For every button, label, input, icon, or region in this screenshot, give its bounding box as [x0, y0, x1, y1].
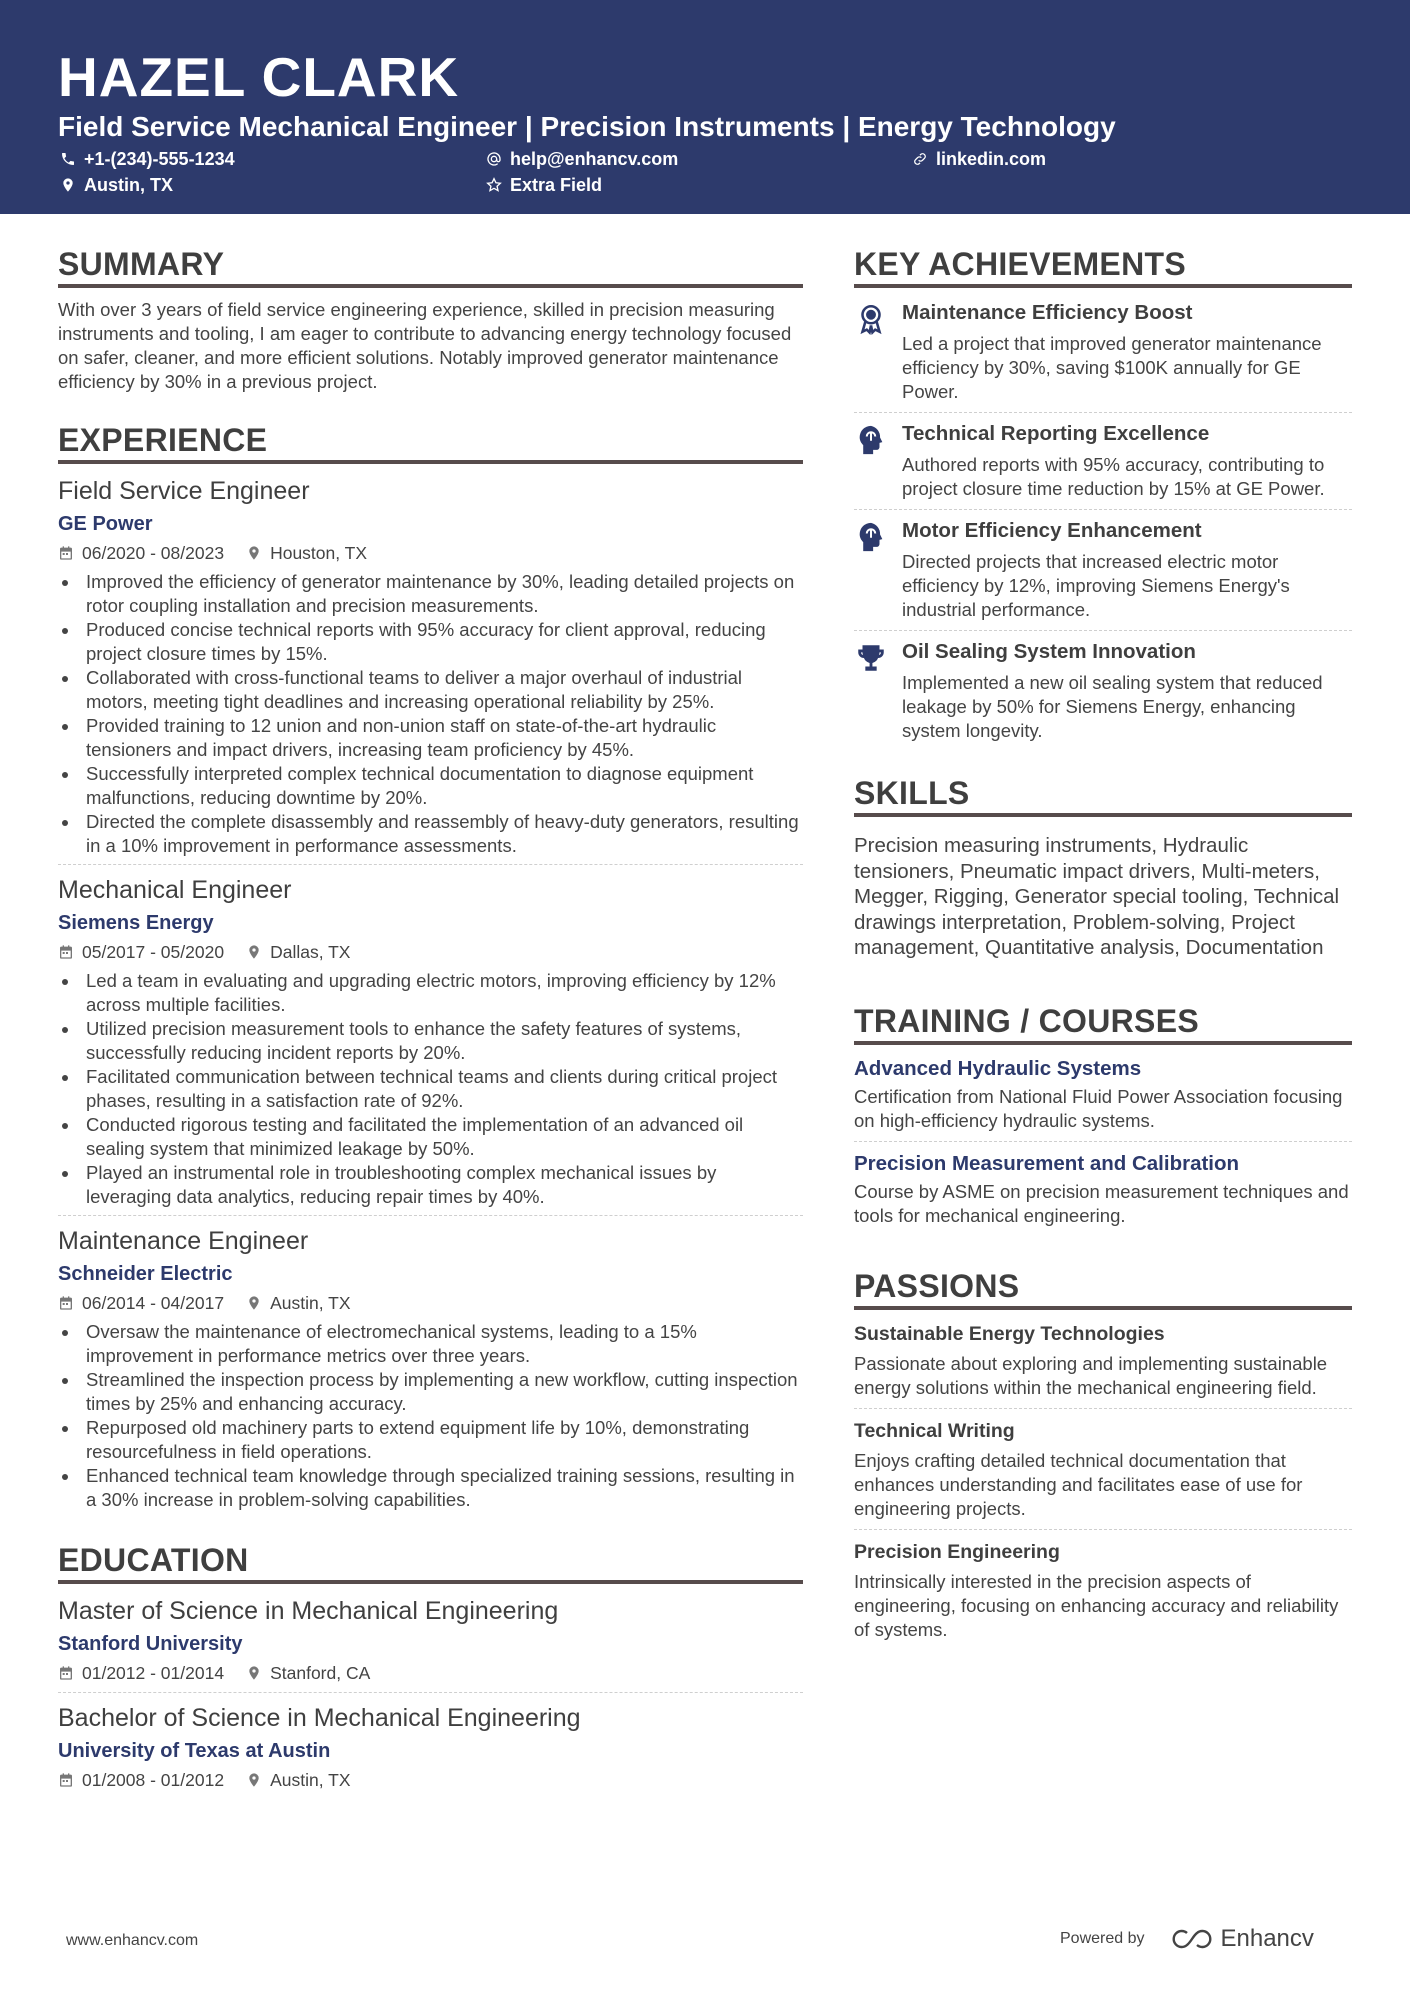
passion-item — [854, 1320, 1352, 1409]
list-item: Repurposed old machinery parts to extend equipment life by 10%, demonstrating resourcefulness in field operations. — [58, 1416, 803, 1464]
location-pin-icon — [246, 1665, 262, 1681]
calendar-icon — [58, 944, 74, 960]
section-title-education: EDUCATION — [58, 1540, 803, 1584]
enhancv-logo[interactable] — [1167, 1925, 1314, 1953]
achievement-title: Motor Efficiency Enhancement — [902, 519, 1202, 542]
location-pin-icon — [246, 944, 262, 960]
achievement-item — [854, 292, 1352, 413]
course-item — [854, 1150, 1352, 1236]
achievement-title: Technical Reporting Excellence — [902, 422, 1210, 445]
course-desc: Course by ASME on precision measurement techniques and tools for mechanical engineering. — [854, 1180, 1349, 1226]
location-pin-icon — [246, 1295, 262, 1311]
achievement-title: Maintenance Efficiency Boost — [902, 301, 1193, 324]
calendar-icon — [58, 545, 74, 561]
passion-title: Precision Engineering — [854, 1540, 1060, 1563]
company-name: GE Power — [58, 513, 153, 535]
achievement-item — [854, 413, 1352, 510]
head-brain-icon — [854, 520, 888, 554]
education-dates: 01/2012 - 01/2014 — [82, 1663, 225, 1683]
powered-by-text: Powered by — [1060, 1930, 1145, 1947]
contact-phone[interactable] — [60, 148, 235, 170]
degree-title: Master of Science in Mechanical Engineering — [58, 1597, 559, 1625]
calendar-icon — [58, 1772, 74, 1788]
achievement-title: Oil Sealing System Innovation — [902, 640, 1196, 663]
school-name: Stanford University — [58, 1633, 243, 1655]
summary-text: With over 3 years of field service engineering experience, skilled in precision measuring instruments and tooling, I am eager to contribute to advancing energy technology focused on safer, cleaner, and more efficient solutions. Notably improved generator maintenance efficiency by 30% in a previous project. — [58, 299, 792, 392]
list-item: Utilized precision measurement tools to enhance the safety features of systems, successfully reducing incident reports by 20%. — [58, 1017, 803, 1065]
list-item: Played an instrumental role in troubleshooting complex mechanical issues by leveraging data analytics, reducing repair times by 40%. — [58, 1161, 803, 1209]
location-pin-icon — [60, 177, 76, 193]
candidate-headline: Field Service Mechanical Engineer | Precision Instruments | Energy Technology — [58, 111, 1116, 142]
company-name: Schneider Electric — [58, 1263, 233, 1285]
contact-extra — [486, 174, 602, 196]
resume-header — [0, 0, 1410, 214]
achievement-item — [854, 510, 1352, 631]
section-title-skills: SKILLS — [854, 773, 1352, 817]
course-title: Precision Measurement and Calibration — [854, 1151, 1240, 1175]
training-section — [854, 1001, 1352, 1236]
star-icon — [486, 177, 502, 193]
list-item: Produced concise technical reports with 95% accuracy for client approval, reducing project closure times by 15%. — [58, 618, 803, 666]
list-item: Conducted rigorous testing and facilitated the implementation of an advanced oil sealing system that minimized leakage by 50%. — [58, 1113, 803, 1161]
location-text: Austin, TX — [84, 175, 173, 195]
achievement-desc: Authored reports with 95% accuracy, contributing to project closure time reduction by 15% at GE Power. — [902, 454, 1325, 499]
list-item: Enhanced technical team knowledge through specialized training sessions, resulting in a 30% increase in problem-solving capabilities. — [58, 1464, 803, 1512]
course-title: Advanced Hydraulic Systems — [854, 1056, 1142, 1080]
link-icon — [912, 151, 928, 167]
section-title-experience: EXPERIENCE — [58, 420, 803, 464]
job-bullets — [58, 570, 803, 858]
job-title: Field Service Engineer — [58, 477, 310, 505]
job-bullets — [58, 1320, 803, 1512]
education-location: Austin, TX — [270, 1770, 351, 1790]
contact-linkedin[interactable] — [912, 148, 1046, 170]
experience-section — [58, 420, 803, 1518]
right-column — [854, 244, 1352, 1658]
email-text: help@enhancv.com — [510, 149, 679, 169]
linkedin-text: linkedin.com — [936, 149, 1047, 169]
section-title-achievements: KEY ACHIEVEMENTS — [854, 244, 1352, 288]
section-title-summary: SUMMARY — [58, 244, 803, 288]
at-icon — [486, 151, 502, 167]
list-item: Successfully interpreted complex technical documentation to diagnose equipment malfunctions, reducing downtime by 20%. — [58, 762, 803, 810]
list-item: Led a team in evaluating and upgrading electric motors, improving efficiency by 12% across multiple facilities. — [58, 969, 803, 1017]
achievements-section — [854, 244, 1352, 751]
education-location: Stanford, CA — [270, 1663, 371, 1683]
passion-item — [854, 1538, 1352, 1650]
job-meta — [58, 939, 803, 965]
passion-item — [854, 1417, 1352, 1530]
location-pin-icon — [246, 1772, 262, 1788]
degree-title: Bachelor of Science in Mechanical Engineering — [58, 1704, 581, 1732]
contact-email[interactable] — [486, 148, 678, 170]
passion-title: Technical Writing — [854, 1419, 1015, 1442]
job-location: Austin, TX — [270, 1293, 351, 1313]
list-item: Oversaw the maintenance of electromechanical systems, leading to a 15% improvement in performance metrics over three years. — [58, 1320, 803, 1368]
list-item: Collaborated with cross-functional teams to deliver a major overhaul of industrial motors, meeting tight deadlines and increasing operational reliability by 25%. — [58, 666, 803, 714]
job-meta — [58, 540, 803, 566]
job-location: Dallas, TX — [270, 942, 351, 962]
contact-location — [60, 174, 173, 196]
extra-text: Extra Field — [510, 175, 603, 195]
course-desc: Certification from National Fluid Power Association focusing on high-efficiency hydraulic systems. — [854, 1085, 1343, 1131]
section-title-training: TRAINING / COURSES — [854, 1001, 1352, 1045]
passion-desc: Passionate about exploring and implementing sustainable energy solutions within the mechanical engineering field. — [854, 1352, 1328, 1398]
footer-branding — [1060, 1925, 1314, 1953]
job-bullets — [58, 969, 803, 1209]
calendar-icon — [58, 1665, 74, 1681]
course-item — [854, 1055, 1352, 1142]
trophy-icon — [854, 641, 888, 675]
passion-title: Sustainable Energy Technologies — [854, 1322, 1165, 1345]
skills-section — [854, 773, 1352, 961]
job-title: Maintenance Engineer — [58, 1227, 309, 1255]
achievement-desc: Led a project that improved generator maintenance efficiency by 30%, saving $100K annually for GE Power. — [902, 333, 1322, 402]
passions-section — [854, 1266, 1352, 1650]
passion-desc: Intrinsically interested in the precision aspects of engineering, focusing on enhancing accuracy and reliability of systems. — [854, 1570, 1339, 1640]
location-pin-icon — [246, 545, 262, 561]
education-entry — [58, 1701, 803, 1799]
achievement-item — [854, 631, 1352, 751]
education-dates: 01/2008 - 01/2012 — [82, 1770, 225, 1790]
achievement-desc: Directed projects that increased electric motor efficiency by 12%, improving Siemens Energy's industrial performance. — [902, 551, 1290, 620]
education-meta — [58, 1660, 803, 1686]
left-column — [58, 244, 803, 1807]
passion-desc: Enjoys crafting detailed technical documentation that enhances understanding and facilitates ease of use for engineering projects. — [854, 1449, 1303, 1519]
school-name: University of Texas at Austin — [58, 1740, 331, 1762]
job-dates: 06/2014 - 04/2017 — [82, 1293, 225, 1313]
achievement-desc: Implemented a new oil sealing system that reduced leakage by 50% for Siemens Energy, enhancing system longevity. — [902, 672, 1323, 741]
list-item: Streamlined the inspection process by implementing a new workflow, cutting inspection times by 25% and enhancing accuracy. — [58, 1368, 803, 1416]
job-dates: 05/2017 - 05/2020 — [82, 942, 225, 962]
footer-website[interactable]: www.enhancv.com — [66, 1932, 199, 1949]
phone-icon — [60, 151, 76, 167]
section-title-passions: PASSIONS — [854, 1266, 1352, 1310]
calendar-icon — [58, 1295, 74, 1311]
company-name: Siemens Energy — [58, 912, 214, 934]
job-location: Houston, TX — [270, 543, 368, 563]
head-brain-icon — [854, 423, 888, 457]
enhancv-logo-icon — [1167, 1927, 1213, 1951]
job-meta — [58, 1290, 803, 1316]
education-entry — [58, 1594, 803, 1693]
candidate-name: HAZEL CLARK — [58, 46, 460, 108]
list-item: Provided training to 12 union and non-union staff on state-of-the-art hydraulic tensioners and impact drivers, increasing team proficiency by 45%. — [58, 714, 803, 762]
summary-section — [58, 244, 803, 394]
job-entry — [58, 474, 803, 865]
brand-name: Enhancv — [1220, 1925, 1314, 1952]
education-meta — [58, 1767, 803, 1793]
job-dates: 06/2020 - 08/2023 — [82, 543, 225, 563]
job-title: Mechanical Engineer — [58, 876, 292, 904]
skills-text: Precision measuring instruments, Hydraulic tensioners, Pneumatic impact drivers, Multi-meters, Megger, Rigging, Generator special tooling, Technical drawings interpretation, Problem-solving, Project management, Quantitative analysis, Documentation — [854, 834, 1340, 959]
list-item: Facilitated communication between technical teams and clients during critical project phases, resulting in a satisfaction rate of 92%. — [58, 1065, 803, 1113]
award-ribbon-icon — [854, 302, 888, 336]
phone-text: +1-(234)-555-1234 — [84, 149, 235, 169]
list-item: Improved the efficiency of generator maintenance by 30%, leading detailed projects on rotor coupling installation and precision measurements. — [58, 570, 803, 618]
education-section — [58, 1540, 803, 1799]
job-entry — [58, 873, 803, 1216]
job-entry — [58, 1224, 803, 1518]
list-item: Directed the complete disassembly and reassembly of heavy-duty generators, resulting in a 10% improvement in performance assessments. — [58, 810, 803, 858]
